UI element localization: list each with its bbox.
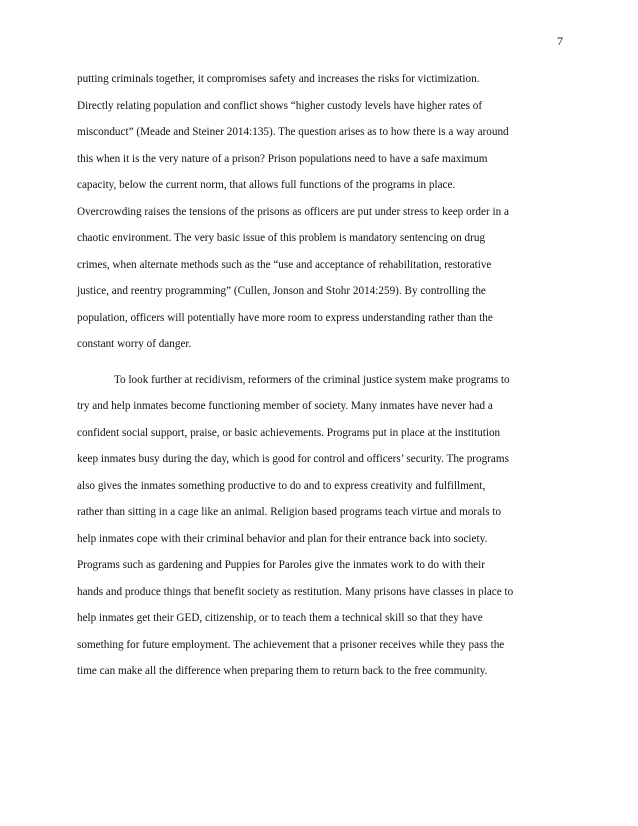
text-line: chaotic environment. The very basic issue of this problem is mandatory sentencing on drug [77,232,486,244]
text-line: keep inmates busy during the day, which is good for control and officers’ security. The programs [77,453,509,465]
text-line: help inmates cope with their criminal behavior and plan for their entrance back into society. [77,532,488,545]
text-line: constant worry of danger. [77,338,192,350]
text-line: Overcrowding raises the tensions of the prisons as officers are put under stress to keep order in a [77,205,509,218]
text-line: Programs such as gardening and Puppies for Paroles give the inmates work to do with their [77,559,485,571]
text-line: also gives the inmates something productive to do and to express creativity and fulfillment, [77,479,486,492]
text-line: misconduct” (Meade and Steiner 2014:135). The question arises as to how there is a way around [77,126,509,138]
text-line: capacity, below the current norm, that allows full functions of the programs in place. [77,179,456,191]
body-text [77,66,563,685]
text-line: hands and produce things that benefit society as restitution. Many prisons have classes in place to [77,585,514,598]
page-number: 7 [557,34,563,48]
text-line: justice, and reentry programming” (Cullen, Jonson and Stohr 2014:259). By controlling the [77,285,486,297]
text-line: population, officers will potentially have more room to express understanding rather than the [77,311,493,324]
text-line: rather than sitting in a cage like an animal. Religion based programs teach virtue and morals to [77,506,502,518]
paragraph-2 [77,367,563,685]
text-line: putting criminals together, it compromises safety and increases the risks for victimization. [77,73,480,85]
text-line: time can make all the difference when preparing them to return back to the free community. [77,665,488,677]
text-line: help inmates get their GED, citizenship, or to teach them a technical skill so that they have [77,612,483,624]
text-line: Directly relating population and conflict shows “higher custody levels have higher rates of [77,99,483,112]
text-line: crimes, when alternate methods such as the “use and acceptance of rehabilitation, restorative [77,258,492,271]
paragraph-1 [77,66,563,358]
text-line: confident social support, praise, or basic achievements. Programs put in place at the institution [77,426,501,439]
text-line: try and help inmates become functioning member of society. Many inmates have never had a [77,400,493,412]
text-line: To look further at recidivism, reformers of the criminal justice system make programs to [114,373,510,386]
text-line: this when it is the very nature of a prison? Prison populations need to have a safe maximum [77,152,488,165]
text-line: something for future employment. The achievement that a prisoner receives while they pass the [77,638,505,651]
